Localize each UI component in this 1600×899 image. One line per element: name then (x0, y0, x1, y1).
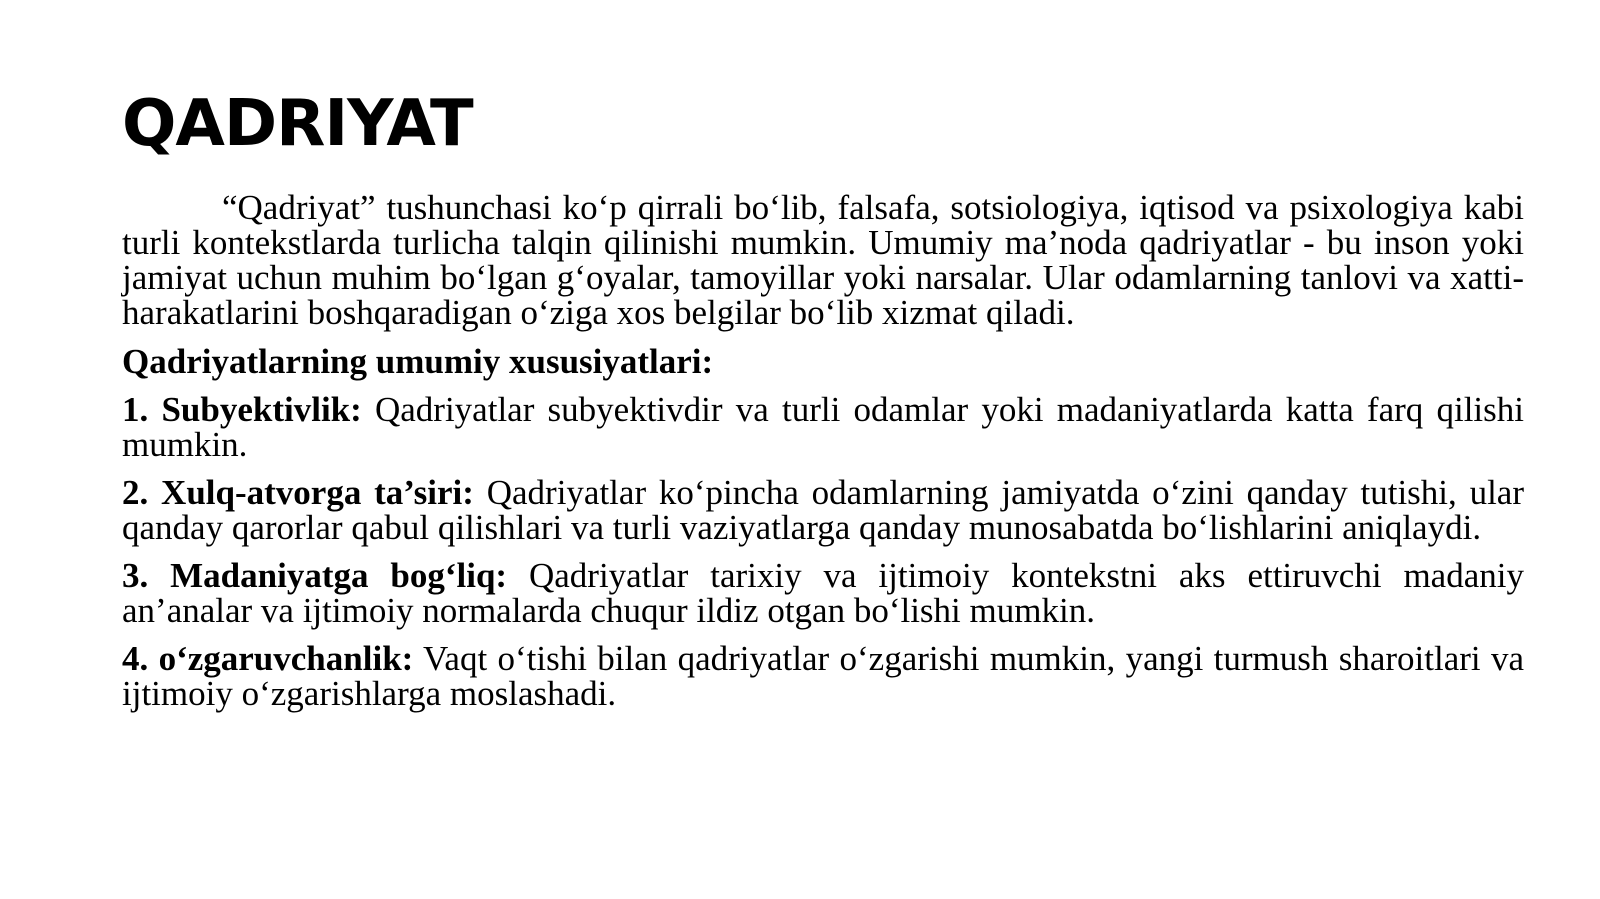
feature-label: 1. Subyektivlik: (122, 390, 362, 429)
feature-item (122, 558, 1524, 628)
features-heading: Qadriyatlarning umumiy xususiyatlari: (122, 342, 714, 381)
feature-text: Qadriyatlar subyektivdir va turli odamlar yoki madaniyatlarda katta farq qilishi mumkin. (122, 390, 1524, 464)
feature-item (122, 475, 1524, 545)
feature-label: 3. Madaniyatga bog‘liq: (122, 556, 508, 595)
feature-item (122, 641, 1524, 711)
feature-text: Qadriyatlar ko‘pincha odamlarning jamiyatda o‘zini qanday tutishi, ular qanday qarorlar qabul qilishlari va turli vaziyatlarga qanday munosabatda bo‘lishlarini aniqlaydi. (122, 473, 1524, 547)
intro-paragraph: “Qadriyat” tushunchasi ko‘p qirrali bo‘lib, falsafa, sotsiologiya, iqtisod va psixologiya kabi turli kontekstlarda turlicha talqin qilinishi mumkin. Umumiy ma’noda qadriyatlar - bu inson yoki jamiyat uchun muhim bo‘lgan g‘oyalar, tamoyillar yoki narsalar. Ular odamlarning tanlovi va xatti-harakatlarini boshqaradigan o‘ziga xos belgilar bo‘lib xizmat qiladi. (122, 188, 1524, 332)
feature-text: Qadriyatlar tarixiy va ijtimoiy kontekstni aks ettiruvchi madaniy an’analar va ijtimoiy normalarda chuqur ildiz otgan bo‘lishi mumkin. (122, 556, 1524, 630)
feature-label: 4. o‘zgaruvchanlik: (122, 639, 414, 678)
feature-text: Vaqt o‘tishi bilan qadriyatlar o‘zgarishi mumkin, yangi turmush sharoitlari va ijtimoiy o‘zgarishlarga moslashadi. (122, 639, 1524, 713)
slide-body (122, 190, 1524, 711)
slide-title: QADRIYAT (122, 87, 473, 161)
feature-item (122, 392, 1524, 462)
feature-label: 2. Xulq-atvorga ta’siri: (122, 473, 474, 512)
